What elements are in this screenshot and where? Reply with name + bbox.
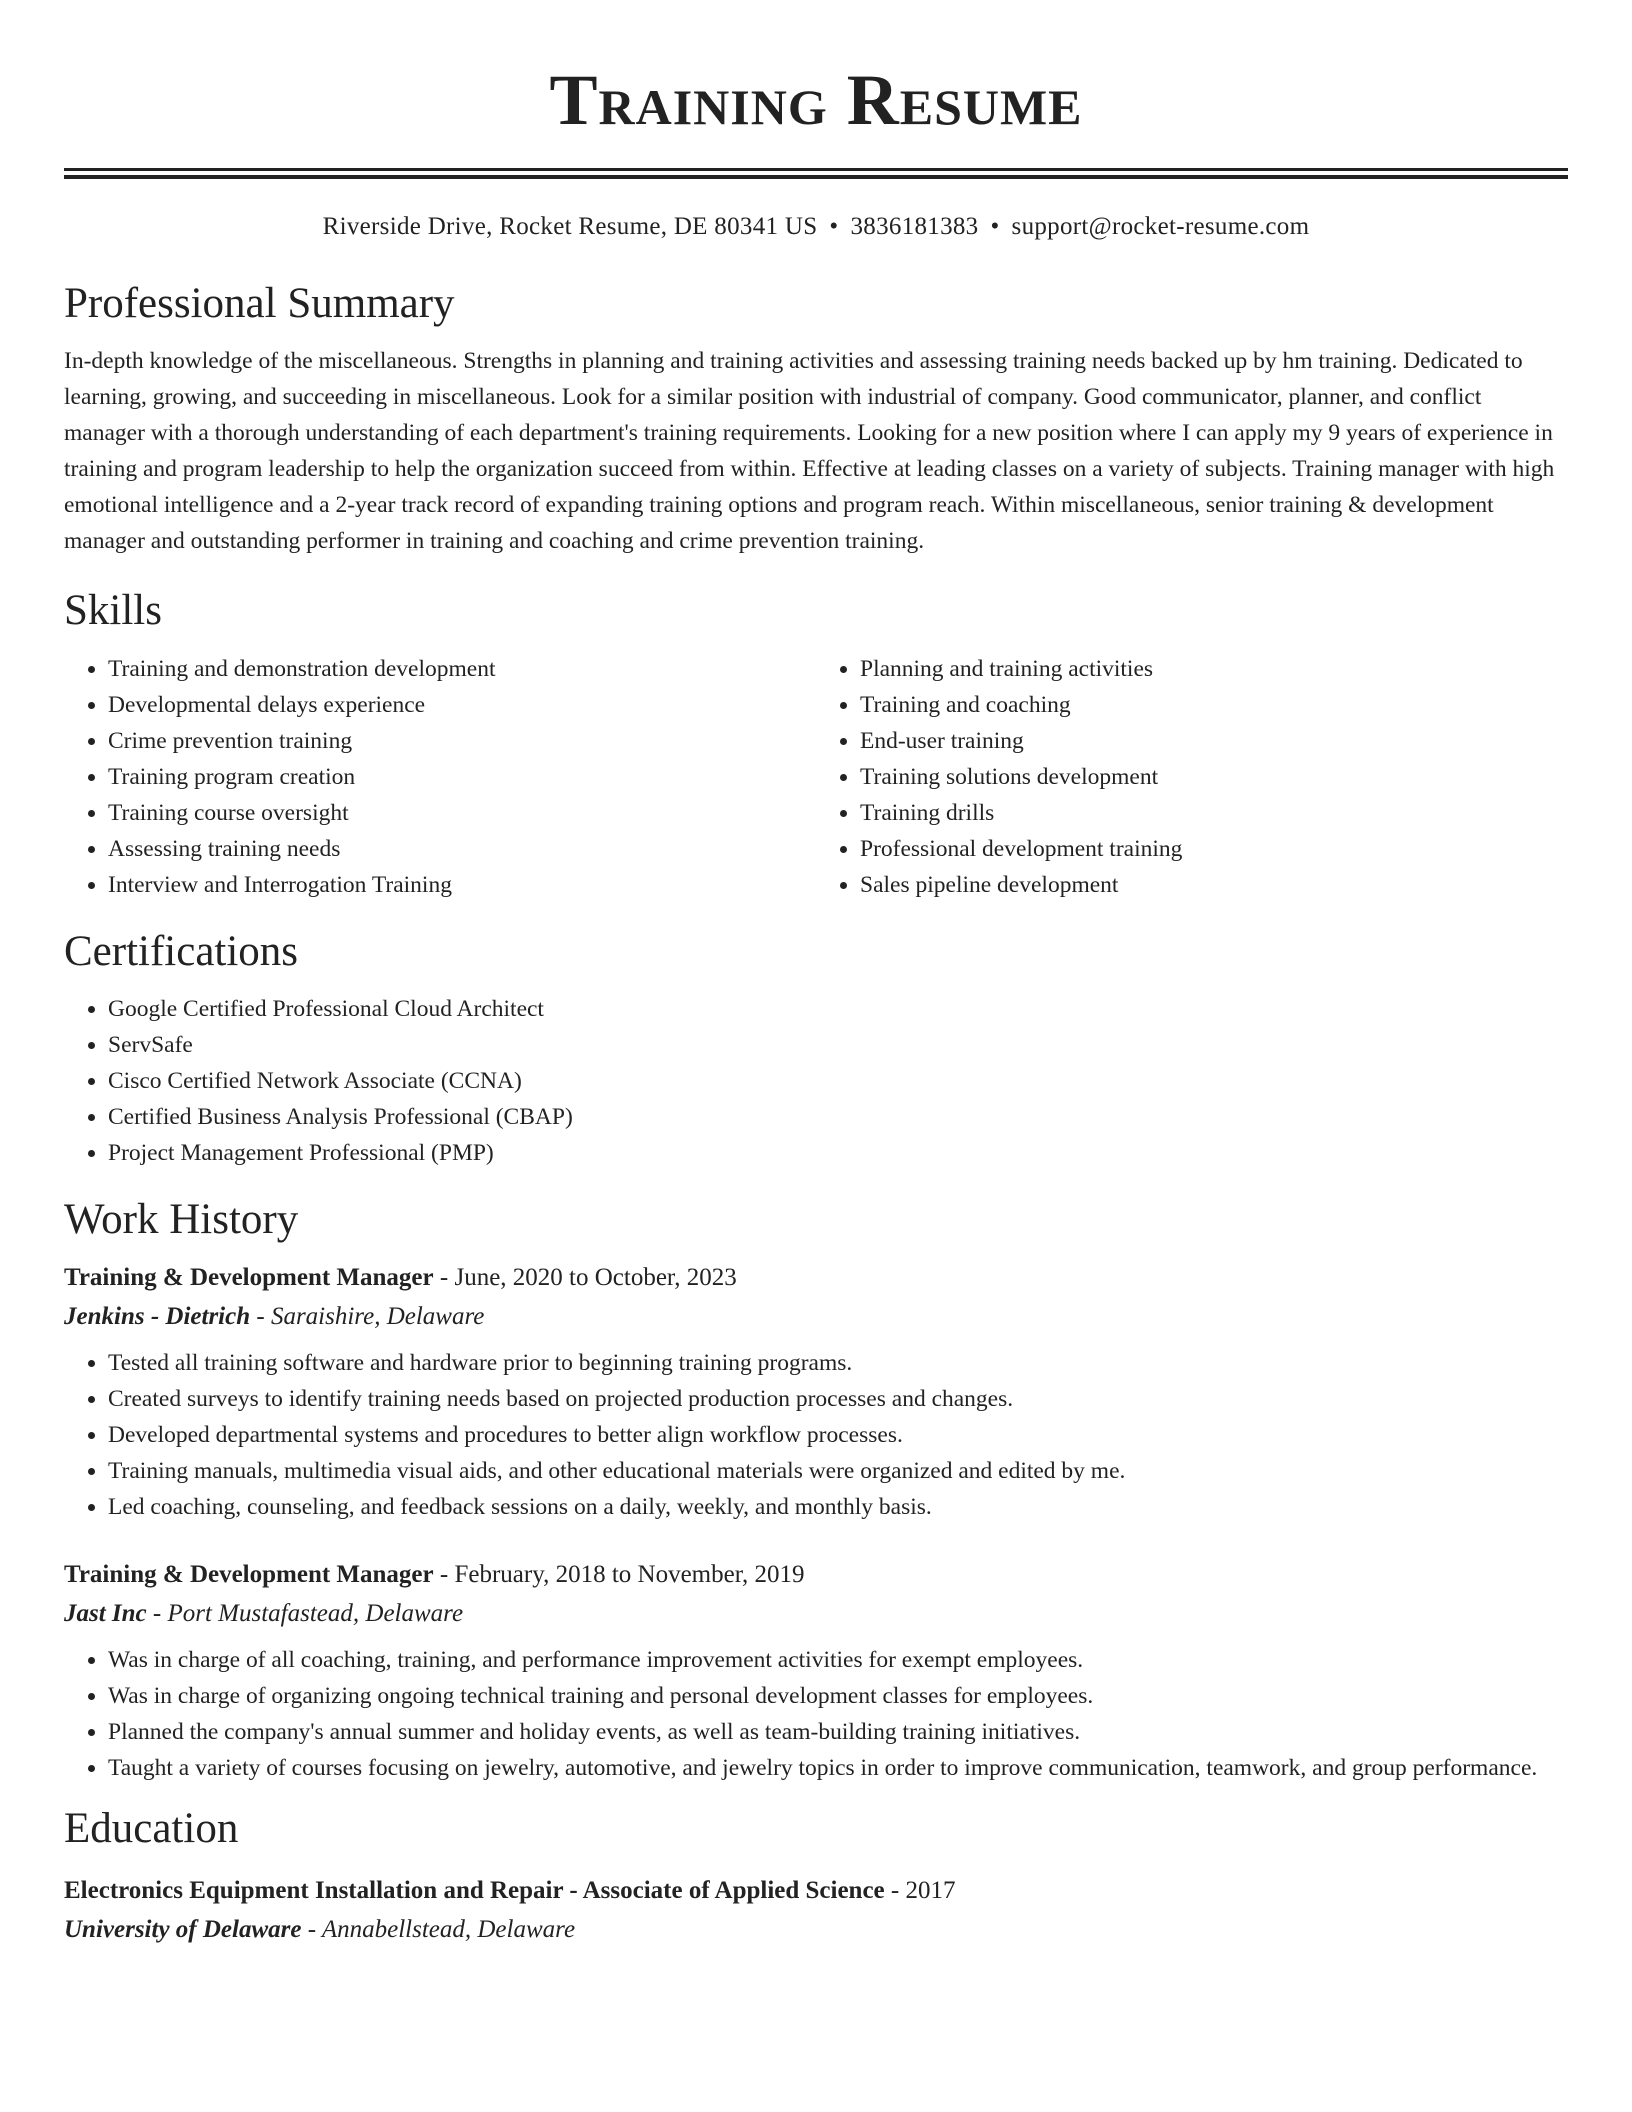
header-divider: [64, 168, 1568, 179]
job-company-line: [64, 1297, 1568, 1336]
skill-item: • Professional development training: [860, 831, 1568, 867]
job-duties-list: [64, 1642, 1568, 1786]
job-duty-item: • Taught a variety of courses focusing on jewelry, automotive, and jewelry topics in order to improve communication, teamwork, and group performance.: [108, 1750, 1568, 1786]
divider-line-thick: [64, 175, 1568, 179]
skill-item: • Crime prevention training: [108, 723, 816, 759]
job-duty-item: • Was in charge of all coaching, training, and performance improvement activities for exempt employees.: [108, 1642, 1568, 1678]
job-duty-item: • Led coaching, counseling, and feedback sessions on a daily, weekly, and monthly basis.: [108, 1489, 1568, 1525]
skill-item: • Training drills: [860, 795, 1568, 831]
certification-item: • Google Certified Professional Cloud Architect: [108, 991, 1568, 1027]
certification-item: • Cisco Certified Network Associate (CCNA): [108, 1063, 1568, 1099]
skill-item: • Training course oversight: [108, 795, 816, 831]
skill-item: • Assessing training needs: [108, 831, 816, 867]
skills-list-left: [64, 651, 816, 903]
job-entry: [64, 1555, 1568, 1786]
certifications-heading: Certifications: [64, 928, 299, 975]
certifications-list: [64, 991, 1568, 1171]
job-dates: - February, 2018 to November, 2019: [433, 1561, 805, 1588]
skill-item: • Training and coaching: [860, 687, 1568, 723]
contact-line: [64, 210, 1568, 244]
skills-columns: [64, 651, 1568, 903]
job-duty-item: • Training manuals, multimedia visual aids, and other educational materials were organized and edited by me.: [108, 1453, 1568, 1489]
contact-separator: •: [990, 213, 1000, 240]
job-duty-item: • Created surveys to identify training needs based on projected production processes and changes.: [108, 1381, 1568, 1417]
job-location: - Saraishire, Delaware: [250, 1303, 485, 1330]
job-title-line: [64, 1258, 1568, 1297]
certification-item: • Project Management Professional (PMP): [108, 1135, 1568, 1171]
contact-address: Riverside Drive, Rocket Resume, DE 80341 US: [322, 213, 818, 240]
summary-heading: Professional Summary: [64, 280, 455, 327]
job-title: Training & Development Manager: [64, 1561, 434, 1588]
summary-text: In-depth knowledge of the miscellaneous. Strengths in planning and training activities and assessing training needs backed up by hm training. Dedicated to learning, growing, and succeeding in miscellaneous. Look for a similar position with industrial of company. Good communicator, planner, and conflict manager with a thorough understanding of each department's training requirements. Looking for a new position where I can apply my 9 years of experience in training and program leadership to help the organization succeed from within. Effective at leading classes on a variety of subjects. Training manager with high emotional intelligence and a 2-year track record of expanding training options and program reach. Within miscellaneous, senior training & development manager and outstanding performer in training and coaching and crime prevention training.: [64, 348, 1555, 554]
skill-item: • Training and demonstration development: [108, 651, 816, 687]
education-school: University of Delaware: [64, 1916, 302, 1943]
job-company: Jenkins - Dietrich: [64, 1303, 251, 1330]
work-history-heading: Work History: [64, 1196, 299, 1243]
job-dates: - June, 2020 to October, 2023: [433, 1264, 737, 1291]
skill-item: • Planning and training activities: [860, 651, 1568, 687]
skill-item: • Sales pipeline development: [860, 867, 1568, 903]
certification-item: • Certified Business Analysis Professional (CBAP): [108, 1099, 1568, 1135]
job-location: - Port Mustafastead, Delaware: [146, 1600, 464, 1627]
education-school-line: [64, 1910, 1568, 1949]
skill-item: • Interview and Interrogation Training: [108, 867, 816, 903]
job-title-line: [64, 1555, 1568, 1594]
resume-title: Training Resume: [549, 60, 1083, 140]
job-title: Training & Development Manager: [64, 1264, 434, 1291]
job-duty-item: • Tested all training software and hardware prior to beginning training programs.: [108, 1345, 1568, 1381]
divider-line-thin: [64, 168, 1568, 171]
education-degree: Electronics Equipment Installation and Repair - Associate of Applied Science: [64, 1877, 885, 1904]
education-heading: Education: [64, 1805, 239, 1852]
job-company-line: [64, 1594, 1568, 1633]
skills-list-right: [816, 651, 1568, 903]
contact-phone: 3836181383: [850, 213, 979, 240]
job-duty-item: • Developed departmental systems and procedures to better align workflow processes.: [108, 1417, 1568, 1453]
skill-item: • Developmental delays experience: [108, 687, 816, 723]
certification-item: • ServSafe: [108, 1027, 1568, 1063]
job-entry: [64, 1258, 1568, 1525]
job-duty-item: • Was in charge of organizing ongoing technical training and personal development classes for employees.: [108, 1678, 1568, 1714]
education-location: - Annabellstead, Delaware: [301, 1916, 576, 1943]
job-duty-item: • Planned the company's annual summer and holiday events, as well as team-building training initiatives.: [108, 1714, 1568, 1750]
skill-item: • Training solutions development: [860, 759, 1568, 795]
skills-heading: Skills: [64, 587, 162, 634]
resume-content: [64, 0, 1568, 1949]
job-company: Jast Inc: [64, 1600, 147, 1627]
skill-item: • End-user training: [860, 723, 1568, 759]
contact-email: support@rocket-resume.com: [1011, 213, 1310, 240]
job-duties-list: [64, 1345, 1568, 1525]
education-year: - 2017: [884, 1877, 956, 1904]
contact-separator: •: [829, 213, 839, 240]
education-degree-line: [64, 1871, 1568, 1910]
skill-item: • Training program creation: [108, 759, 816, 795]
